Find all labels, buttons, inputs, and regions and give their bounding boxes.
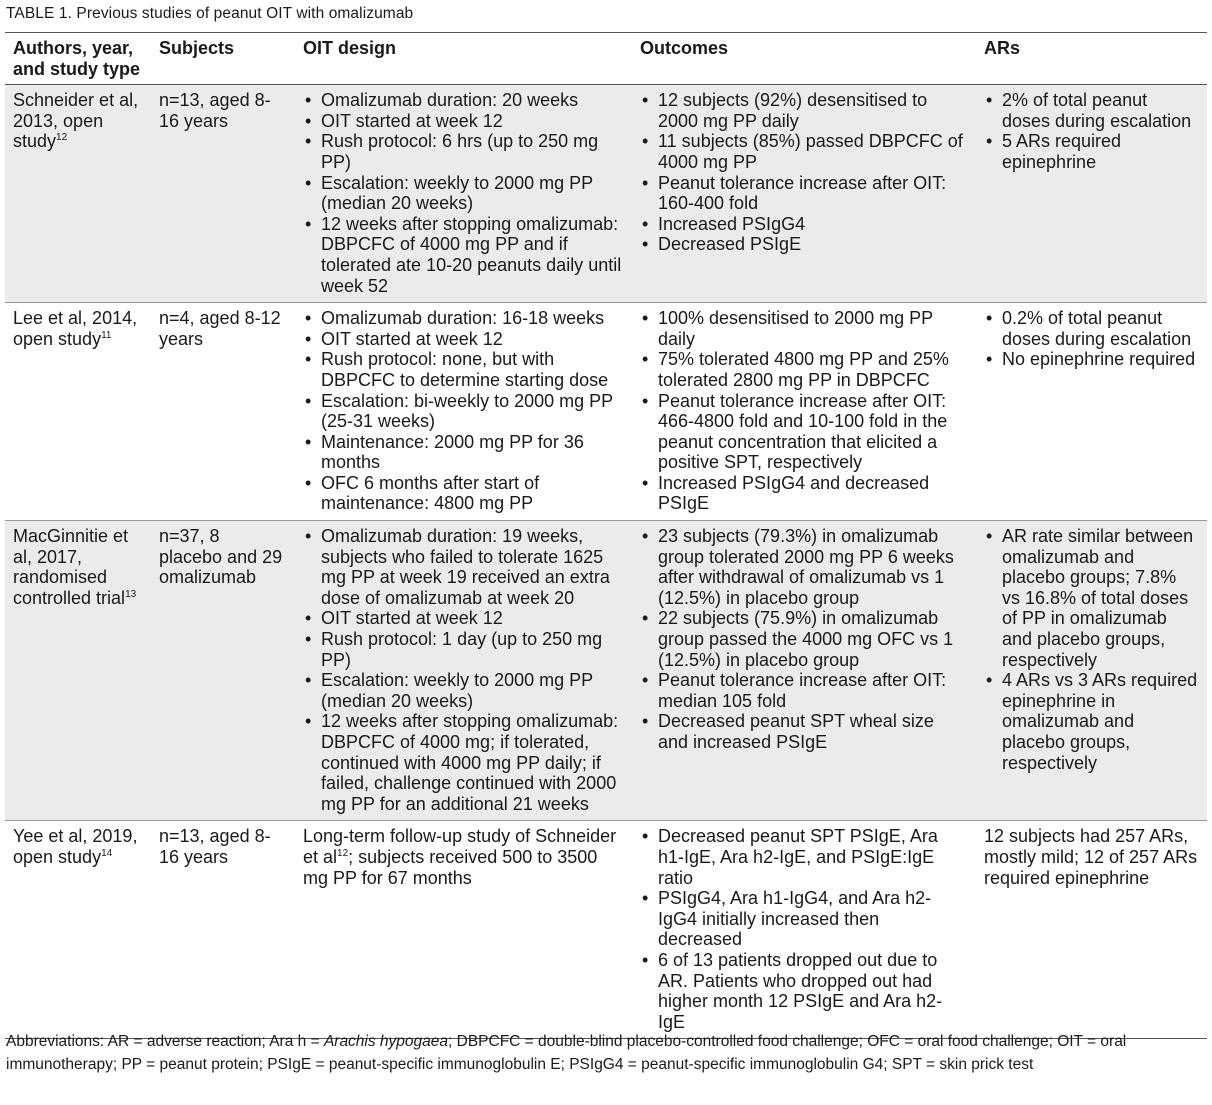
design-list xyxy=(303,526,624,814)
cell-design xyxy=(295,303,632,521)
reference-number: 13 xyxy=(125,588,137,600)
list-item: • Peanut tolerance increase after OIT: 160-400 fold xyxy=(658,173,968,214)
list-item: • PSIgG4, Ara h1-IgG4, and Ara h2-IgG4 initially increased then decreased xyxy=(658,888,968,950)
list-item: • Escalation: weekly to 2000 mg PP (median 20 weeks) xyxy=(321,670,624,711)
ars-list xyxy=(984,308,1199,370)
list-item: • 2% of total peanut doses during escalation xyxy=(1002,90,1199,131)
header-outcomes: Outcomes xyxy=(632,33,976,85)
list-item: • No epinephrine required xyxy=(1002,349,1199,370)
list-item: • Rush protocol: none, but with DBPCFC to determine starting dose xyxy=(321,349,624,390)
list-item: • 6 of 13 patients dropped out due to AR. Patients who dropped out had higher month 12 PSIgE and Ara h2-IgE xyxy=(658,950,968,1032)
cell-design xyxy=(295,85,632,303)
reference-number: 12 xyxy=(337,847,349,859)
list-item: • Rush protocol: 1 day (up to 250 mg PP) xyxy=(321,629,624,670)
list-item: • Decreased PSIgE xyxy=(658,234,968,255)
footnote-text: Abbreviations: AR = adverse reaction; Ara h = xyxy=(6,1033,324,1050)
list-item: • 5 ARs required epinephrine xyxy=(1002,131,1199,172)
table-caption: TABLE 1. Previous studies of peanut OIT with omalizumab xyxy=(6,5,414,22)
list-item: • Escalation: bi-weekly to 2000 mg PP (25-31 weeks) xyxy=(321,391,624,432)
reference-number: 11 xyxy=(101,329,112,341)
table-row xyxy=(5,303,1207,521)
table-header-row xyxy=(5,33,1207,85)
list-item: • AR rate similar between omalizumab and placebo groups; 7.8% vs 16.8% of total doses of PP in omalizumab and placebo groups, respectively xyxy=(1002,526,1199,670)
authors-text: Yee et al, 2019, open study xyxy=(13,826,138,867)
outcomes-list xyxy=(640,826,968,1032)
header-subjects: Subjects xyxy=(151,33,295,85)
cell-subjects: n=13, aged 8-16 years xyxy=(151,85,295,303)
cell-authors xyxy=(5,85,151,303)
cell-design xyxy=(295,521,632,821)
header-design: OIT design xyxy=(295,33,632,85)
table-row xyxy=(5,521,1207,821)
list-item: • 4 ARs vs 3 ARs required epinephrine in omalizumab and placebo groups, respectively xyxy=(1002,670,1199,773)
cell-ars xyxy=(976,85,1207,303)
design-list xyxy=(303,90,624,296)
list-item: • 75% tolerated 4800 mg PP and 25% tolerated 2800 mg PP in DBPCFC xyxy=(658,349,968,390)
list-item: • Increased PSIgG4 xyxy=(658,214,968,235)
design-list xyxy=(303,308,624,514)
authors-text: Lee et al, 2014, open study xyxy=(13,308,138,349)
reference-number: 12 xyxy=(56,132,68,144)
list-item: • 12 weeks after stopping omalizumab: DBPCFC of 4000 mg PP and if tolerated ate 10-20 peanuts daily until week 52 xyxy=(321,214,624,296)
list-item: • Decreased peanut SPT wheal size and increased PSIgE xyxy=(658,711,968,752)
list-item: • Peanut tolerance increase after OIT: median 105 fold xyxy=(658,670,968,711)
cell-outcomes xyxy=(632,821,976,1039)
list-item: • OIT started at week 12 xyxy=(321,111,624,132)
list-item: • OFC 6 months after start of maintenance: 4800 mg PP xyxy=(321,473,624,514)
list-item: • 0.2% of total peanut doses during escalation xyxy=(1002,308,1199,349)
table-row xyxy=(5,85,1207,303)
cell-subjects: n=37, 8 placebo and 29 omalizumab xyxy=(151,521,295,821)
list-item: • 100% desensitised to 2000 mg PP daily xyxy=(658,308,968,349)
list-item: • 22 subjects (75.9%) in omalizumab group passed the 4000 mg OFC vs 1 (12.5%) in placebo group xyxy=(658,608,968,670)
studies-table xyxy=(5,32,1207,1039)
cell-authors xyxy=(5,521,151,821)
list-item: • OIT started at week 12 xyxy=(321,608,624,629)
reference-number: 14 xyxy=(101,847,113,859)
outcomes-list xyxy=(640,526,968,753)
list-item: • Escalation: weekly to 2000 mg PP (median 20 weeks) xyxy=(321,173,624,214)
list-item: • Omalizumab duration: 20 weeks xyxy=(321,90,624,111)
list-item: • 12 subjects (92%) desensitised to 2000 mg PP daily xyxy=(658,90,968,131)
list-item: • Rush protocol: 6 hrs (up to 250 mg PP) xyxy=(321,131,624,172)
list-item: • Decreased peanut SPT PSIgE, Ara h1-IgE, Ara h2-IgE, and PSIgE:IgE ratio xyxy=(658,826,968,888)
authors-text: Schneider et al, 2013, open study xyxy=(13,90,139,152)
cell-subjects: n=13, aged 8-16 years xyxy=(151,821,295,1039)
footnote-italic-term: Arachis hypogaea xyxy=(323,1033,449,1050)
cell-outcomes xyxy=(632,303,976,521)
list-item: • Increased PSIgG4 and decreased PSIgE xyxy=(658,473,968,514)
cell-ars xyxy=(976,303,1207,521)
outcomes-list xyxy=(640,308,968,514)
list-item: • 23 subjects (79.3%) in omalizumab group tolerated 2000 mg PP 6 weeks after withdrawal of omalizumab vs 1 (12.5%) in placebo group xyxy=(658,526,968,608)
cell-authors xyxy=(5,303,151,521)
list-item: • OIT started at week 12 xyxy=(321,329,624,350)
cell-authors xyxy=(5,821,151,1039)
ars-list xyxy=(984,90,1199,172)
list-item: • Omalizumab duration: 19 weeks, subjects who failed to tolerate 1625 mg PP at week 19 received an extra dose of omalizumab at week 20 xyxy=(321,526,624,608)
list-item: • Peanut tolerance increase after OIT: 466-4800 fold and 10-100 fold in the peanut concentration that elicited a positive SPT, respectively xyxy=(658,391,968,473)
cell-subjects: n=4, aged 8-12 years xyxy=(151,303,295,521)
cell-ars: 12 subjects had 257 ARs, mostly mild; 12 of 257 ARs required epinephrine xyxy=(976,821,1207,1039)
list-item: • Maintenance: 2000 mg PP for 36 months xyxy=(321,432,624,473)
table-footnote xyxy=(6,1031,1204,1076)
authors-text: MacGinnitie et al, 2017, randomised controlled trial xyxy=(13,526,129,608)
footnote-text-continued: ; DBPCFC = double-blind placebo-controlled food challenge; OFC = oral food challenge; OIT = oral immunotherapy; PP = peanut protein; PSIgE = peanut-specific immunoglobulin E; PSIgG4 = peanut-specific immunoglobulin G4; SPT = skin prick test xyxy=(6,1033,1127,1073)
ars-list xyxy=(984,526,1199,773)
design-text-continued: ; subjects received 500 to 3500 mg PP for 67 months xyxy=(303,846,598,888)
list-item: • 12 weeks after stopping omalizumab: DBPCFC of 4000 mg; if tolerated, continued with 4000 mg PP daily; if failed, challenge continued with 2000 mg PP for an additional 21 weeks xyxy=(321,711,624,814)
cell-outcomes xyxy=(632,85,976,303)
design-text: Long-term follow-up study of Schneider et al xyxy=(303,826,617,867)
table-row xyxy=(5,821,1207,1039)
cell-ars xyxy=(976,521,1207,821)
list-item: • 11 subjects (85%) passed DBPCFC of 4000 mg PP xyxy=(658,131,968,172)
cell-outcomes xyxy=(632,521,976,821)
list-item: • Omalizumab duration: 16-18 weeks xyxy=(321,308,624,329)
outcomes-list xyxy=(640,90,968,255)
header-ars: ARs xyxy=(976,33,1207,85)
cell-design xyxy=(295,821,632,1039)
header-authors: Authors, year, and study type xyxy=(5,33,151,85)
